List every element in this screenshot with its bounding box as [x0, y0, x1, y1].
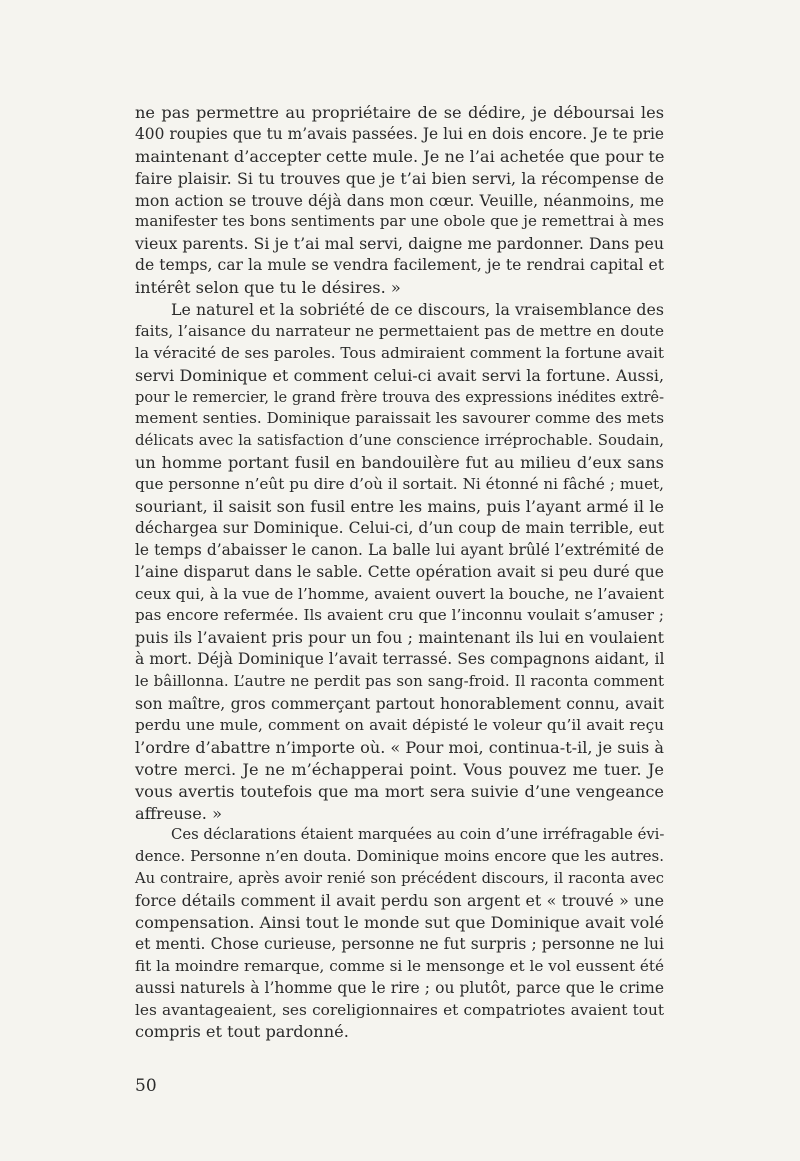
- text-line: faire plaisir. Si tu trouves que je t’ai bien servi, la récompense de: [135, 168, 664, 188]
- text-line: faits, l’aisance du narrateur ne permettaient pas de mettre en doute: [135, 321, 664, 340]
- text-line: mon action se trouve déjà dans mon cœur. Veuille, néanmoins, me: [135, 190, 664, 210]
- page-number: 50: [135, 1076, 157, 1096]
- text-line: compensation. Ainsi tout le monde sut que Dominique avait volé: [135, 912, 664, 932]
- text-line: l’aine disparut dans le sable. Cette opération avait si peu duré que: [135, 562, 664, 581]
- text-line: ne pas permettre au propriétaire de se dédire, je déboursai les: [135, 103, 664, 122]
- text-line: mement senties. Dominique paraissait les savourer comme des mets: [135, 409, 664, 428]
- text-line: dence. Personne n’en douta. Dominique moins encore que les autres.: [135, 847, 664, 866]
- text-line: le temps d’abaisser le canon. La balle lui ayant brûlé l’extrémité de: [135, 540, 664, 559]
- text-line: la véracité de ses paroles. Tous admiraient comment la fortune avait: [135, 343, 664, 362]
- body-text: [135, 102, 664, 1043]
- text-line: l’ordre d’abattre n’importe où. « Pour moi, continua-t-il, je suis à: [135, 737, 665, 757]
- text-line: Ces déclarations étaient marquées au coin d’une irréfragable évi-: [171, 826, 665, 844]
- text-line: fit la moindre remarque, comme si le mensonge et le vol eussent été: [135, 956, 664, 975]
- text-line: votre merci. Je ne m’échapperai point. Vous pouvez me tuer. Je: [135, 759, 664, 779]
- text-line: maintenant d’accepter cette mule. Je ne l’ai achetée que pour te: [135, 146, 665, 166]
- text-line: vieux parents. Si je t’ai mal servi, daigne me pardonner. Dans peu: [135, 234, 664, 254]
- text-line: Le naturel et la sobriété de ce discours, la vraisemblance des: [171, 300, 664, 320]
- text-line: son maître, gros commerçant partout honorablement connu, avait: [135, 694, 664, 714]
- text-line: force détails comment il avait perdu son argent et « trouvé » une: [135, 891, 664, 911]
- text-line: que personne n’eût pu dire d’où il sortait. Ni étonné ni fâché ; muet,: [135, 475, 664, 494]
- text-line: servi Dominique et comment celui-ci avait servi la fortune. Aussi,: [135, 365, 664, 385]
- text-line: le bâillonna. L’autre ne perdit pas son sang-froid. Il raconta comment: [135, 672, 664, 691]
- text-line: affreuse. »: [135, 803, 222, 823]
- text-line: aussi naturels à l’homme que le rire ; ou plutôt, parce que le crime: [135, 978, 664, 997]
- text-line: intérêt selon que tu le désires. »: [135, 278, 401, 298]
- text-line: déchargea sur Dominique. Celui-ci, d’un coup de main terrible, eut: [135, 518, 664, 537]
- text-line: et menti. Chose curieuse, personne ne fut surpris ; personne ne lui: [135, 934, 664, 953]
- text-line: Au contraire, après avoir renié son précédent discours, il raconta avec: [135, 870, 664, 888]
- text-line: de temps, car la mule se vendra facilement, je te rendrai capital et: [135, 256, 664, 275]
- text-line: délicats avec la satisfaction d’une conscience irréprochable. Soudain,: [135, 431, 664, 450]
- text-line: vous avertis toutefois que ma mort sera suivie d’une vengeance: [135, 781, 664, 801]
- text-line: pas encore refermée. Ils avaient cru que l’inconnu voulait s’amuser ;: [135, 606, 664, 625]
- text-line: compris et tout pardonné.: [135, 1022, 349, 1042]
- text-line: souriant, il saisit son fusil entre les mains, puis l’ayant armé il le: [135, 497, 664, 517]
- text-line: 400 roupies que tu m’avais passées. Je lui en dois encore. Je te prie: [135, 124, 664, 143]
- text-line: ceux qui, à la vue de l’homme, avaient ouvert la bouche, ne l’avaient: [135, 584, 665, 603]
- text-line: manifester tes bons sentiments par une obole que je remettrai à mes: [135, 212, 664, 231]
- text-line: à mort. Déjà Dominique l’avait terrassé. Ses compagnons aidant, il: [135, 650, 665, 669]
- text-line: pour le remercier, le grand frère trouva des expressions inédites extrê-: [135, 388, 664, 406]
- text-line: les avantageaient, ses coreligionnaires et compatriotes avaient tout: [135, 1000, 664, 1019]
- text-line: un homme portant fusil en bandouilère fut au milieu d’eux sans: [135, 453, 664, 473]
- text-line: puis ils l’avaient pris pour un fou ; maintenant ils lui en voulaient: [135, 628, 664, 648]
- text-line: perdu une mule, comment on avait dépisté le voleur qu’il avait reçu: [135, 715, 664, 734]
